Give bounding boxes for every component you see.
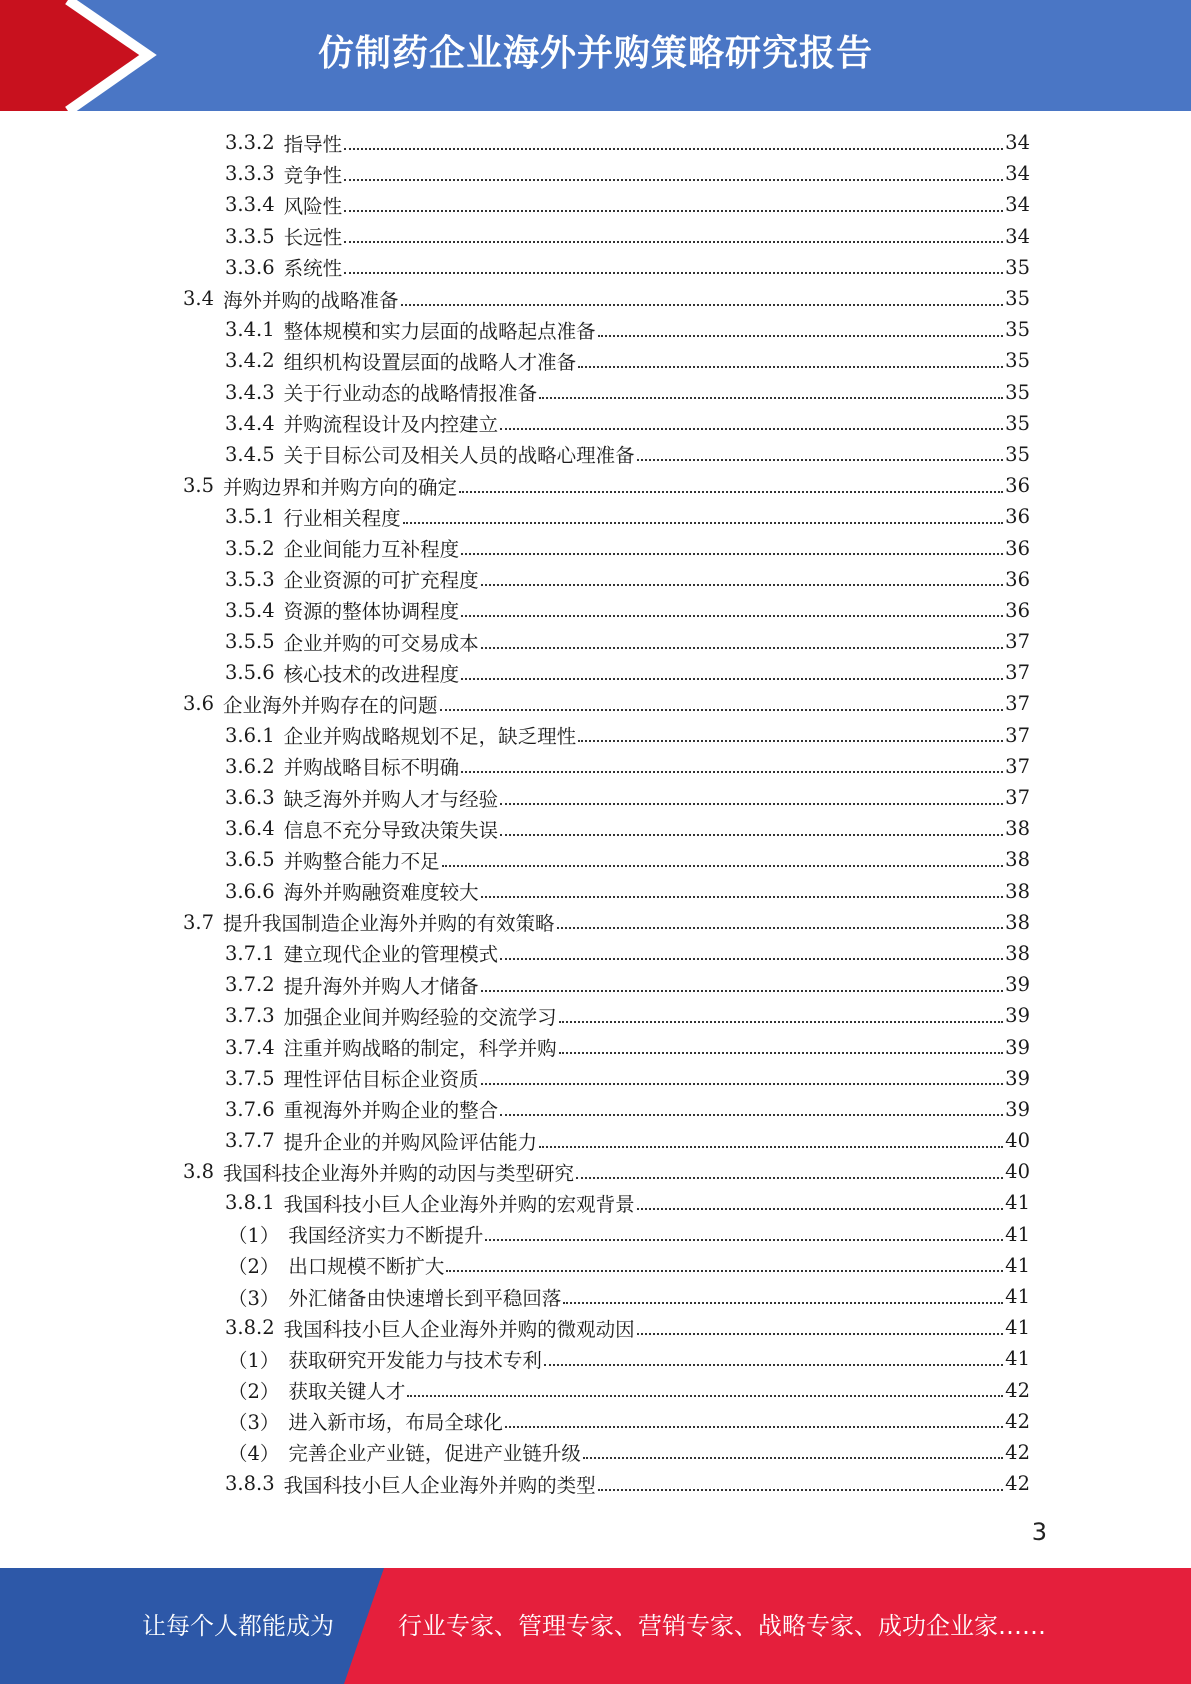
toc-entry-title: 海外并购的战略准备 bbox=[223, 288, 399, 312]
toc-entry[interactable] bbox=[0, 751, 1030, 782]
toc-dot-leader bbox=[637, 459, 1004, 461]
toc-dot-leader bbox=[344, 179, 1003, 181]
toc-entry-title: 资源的整体协调程度 bbox=[283, 600, 460, 624]
toc-dot-leader bbox=[500, 1114, 1003, 1116]
toc-entry-page: 39 bbox=[1005, 1004, 1030, 1028]
toc-entry-number: 3.6.4 bbox=[225, 817, 275, 841]
toc-entry-title: 完善企业产业链，促进产业链升级 bbox=[288, 1442, 581, 1466]
toc-entry-number: 3.7.6 bbox=[225, 1097, 275, 1121]
toc-entry-title: 出口规模不断扩大 bbox=[288, 1255, 445, 1279]
toc-entry-page: 39 bbox=[1005, 1066, 1030, 1090]
toc-entry[interactable] bbox=[0, 720, 1030, 751]
toc-entry-page: 36 bbox=[1005, 598, 1030, 622]
toc-entry[interactable] bbox=[0, 127, 1030, 158]
toc-entry-title: 竞争性 bbox=[283, 163, 343, 187]
toc-entry-number: 3.4.2 bbox=[225, 349, 275, 373]
toc-dot-leader bbox=[442, 865, 1004, 867]
toc-entry-page: 39 bbox=[1005, 973, 1030, 997]
toc-entry-page: 41 bbox=[1005, 1316, 1030, 1340]
toc-entry-page: 37 bbox=[1005, 723, 1030, 747]
toc-entry[interactable] bbox=[0, 1406, 1030, 1437]
toc-dot-leader bbox=[481, 1083, 1004, 1085]
toc-entry-title: 我国经济实力不断提升 bbox=[288, 1224, 484, 1248]
toc-entry-number: 3.6.2 bbox=[225, 754, 275, 778]
toc-entry[interactable] bbox=[0, 1375, 1030, 1406]
toc-dot-leader bbox=[481, 896, 1004, 898]
toc-entry-title: 建立现代企业的管理模式 bbox=[283, 943, 499, 967]
toc-entry-number: 3.3.4 bbox=[225, 193, 275, 217]
toc-entry-number: 3.5.2 bbox=[225, 536, 275, 560]
toc-dot-leader bbox=[598, 335, 1004, 337]
toc-dot-leader bbox=[500, 803, 1003, 805]
footer-slogan-left: 让每个人都能成为 bbox=[142, 1612, 334, 1640]
toc-entry-page: 35 bbox=[1005, 318, 1030, 342]
toc-entry[interactable] bbox=[0, 969, 1030, 1000]
toc-dot-leader bbox=[461, 771, 1003, 773]
toc-entry-title: 关于行业动态的战略情报准备 bbox=[283, 382, 538, 406]
toc-entry-title: 并购战略目标不明确 bbox=[283, 756, 460, 780]
toc-entry-title: 整体规模和实力层面的战略起点准备 bbox=[283, 319, 596, 343]
toc-dot-leader bbox=[344, 272, 1003, 274]
toc-entry-number: （1） bbox=[228, 1224, 280, 1248]
toc-dot-leader bbox=[440, 709, 1004, 711]
toc-entry-page: 41 bbox=[1005, 1222, 1030, 1246]
toc-entry-title: 缺乏海外并购人才与经验 bbox=[283, 787, 499, 811]
toc-entry[interactable] bbox=[0, 1219, 1030, 1250]
toc-entry[interactable] bbox=[0, 501, 1030, 532]
toc-entry-title: 并购流程设计及内控建立 bbox=[283, 413, 499, 437]
toc-entry-number: 3.3.6 bbox=[225, 255, 275, 279]
toc-entry-title: 获取关键人才 bbox=[288, 1380, 406, 1404]
toc-entry-number: 3.5.6 bbox=[225, 661, 275, 685]
toc-entry-number: 3.5.1 bbox=[225, 505, 275, 529]
toc-entry[interactable] bbox=[0, 439, 1030, 470]
page-header bbox=[0, 0, 1191, 111]
page-number: 3 bbox=[1031, 1518, 1047, 1546]
toc-entry-number: 3.7.3 bbox=[225, 1004, 275, 1028]
toc-entry[interactable] bbox=[0, 595, 1030, 626]
toc-entry-number: 3.5.3 bbox=[225, 567, 275, 591]
toc-entry-title: 重视海外并购企业的整合 bbox=[283, 1099, 499, 1123]
toc-entry-title: 理性评估目标企业资质 bbox=[283, 1068, 479, 1092]
toc-entry-page: 38 bbox=[1005, 941, 1030, 965]
toc-entry[interactable] bbox=[0, 1000, 1030, 1031]
toc-dot-leader bbox=[559, 1052, 1004, 1054]
toc-dot-leader bbox=[407, 1395, 1003, 1397]
toc-entry-page: 37 bbox=[1005, 786, 1030, 810]
toc-entry-number: 3.5.4 bbox=[225, 598, 275, 622]
toc-entry-title: 我国科技小巨人企业海外并购的微观动因 bbox=[283, 1317, 635, 1341]
toc-entry-page: 42 bbox=[1005, 1409, 1030, 1433]
toc-entry-title: 行业相关程度 bbox=[283, 506, 401, 530]
toc-entry[interactable] bbox=[0, 189, 1030, 220]
toc-entry-number: 3.8.3 bbox=[225, 1472, 275, 1496]
toc-entry-title: 指导性 bbox=[283, 132, 343, 156]
toc-entry-page: 35 bbox=[1005, 255, 1030, 279]
toc-entry-page: 39 bbox=[1005, 1097, 1030, 1121]
toc-dot-leader bbox=[578, 366, 1003, 368]
toc-entry[interactable] bbox=[0, 408, 1030, 439]
toc-entry-number: 3.7 bbox=[183, 910, 215, 934]
toc-entry-title: 企业并购战略规划不足，缺乏理性 bbox=[283, 725, 577, 749]
toc-dot-leader bbox=[583, 1457, 1003, 1459]
toc-entry-number: 3.4.4 bbox=[225, 411, 275, 435]
toc-entry-page: 38 bbox=[1005, 817, 1030, 841]
toc-entry-title: 核心技术的改进程度 bbox=[283, 662, 460, 686]
toc-dot-leader bbox=[539, 397, 1003, 399]
toc-entry-title: 我国科技小巨人企业海外并购的宏观背景 bbox=[283, 1192, 635, 1216]
toc-entry[interactable] bbox=[0, 1312, 1030, 1343]
toc-entry-page: 40 bbox=[1005, 1160, 1030, 1184]
toc-entry-title: 并购整合能力不足 bbox=[283, 849, 440, 873]
toc-entry-title: 并购边界和并购方向的确定 bbox=[223, 475, 458, 499]
toc-entry-page: 34 bbox=[1005, 162, 1030, 186]
toc-entry-page: 42 bbox=[1005, 1472, 1030, 1496]
toc-entry-title: 企业并购的可交易成本 bbox=[283, 631, 479, 655]
toc-entry-title: 加强企业间并购经验的交流学习 bbox=[283, 1005, 557, 1029]
toc-entry[interactable] bbox=[0, 782, 1030, 813]
toc-entry-page: 38 bbox=[1005, 910, 1030, 934]
toc-entry-title: 组织机构设置层面的战略人才准备 bbox=[283, 350, 577, 374]
toc-entry[interactable] bbox=[0, 564, 1030, 595]
toc-dot-leader bbox=[401, 304, 1004, 306]
toc-entry-number: 3.6 bbox=[183, 692, 215, 716]
toc-dot-leader bbox=[544, 1364, 1003, 1366]
toc-entry-page: 38 bbox=[1005, 848, 1030, 872]
toc-dot-leader bbox=[576, 1177, 1003, 1179]
toc-dot-leader bbox=[485, 1239, 1003, 1241]
toc-entry[interactable] bbox=[0, 252, 1030, 283]
toc-entry-page: 35 bbox=[1005, 349, 1030, 373]
toc-entry[interactable] bbox=[0, 1187, 1030, 1218]
toc-entry-title: 信息不充分导致决策失误 bbox=[283, 818, 499, 842]
toc-dot-leader bbox=[344, 210, 1003, 212]
toc-entry-page: 35 bbox=[1005, 380, 1030, 404]
toc-dot-leader bbox=[637, 1333, 1004, 1335]
toc-entry-page: 36 bbox=[1005, 536, 1030, 560]
toc-entry-title: 进入新市场，布局全球化 bbox=[288, 1411, 503, 1435]
toc-entry[interactable] bbox=[0, 1437, 1030, 1468]
toc-dot-leader bbox=[344, 148, 1003, 150]
toc-entry-number: 3.3.3 bbox=[225, 162, 275, 186]
toc-entry-number: 3.4.1 bbox=[225, 318, 275, 342]
toc-entry[interactable] bbox=[0, 314, 1030, 345]
toc-entry-title: 企业海外并购存在的问题 bbox=[223, 693, 438, 717]
toc-entry[interactable] bbox=[0, 657, 1030, 688]
toc-entry-page: 41 bbox=[1005, 1285, 1030, 1309]
toc-entry-page: 37 bbox=[1005, 754, 1030, 778]
report-title: 仿制药企业海外并购策略研究报告 bbox=[317, 33, 873, 74]
toc-entry-page: 40 bbox=[1005, 1129, 1030, 1153]
toc-entry-title: 关于目标公司及相关人员的战略心理准备 bbox=[283, 444, 635, 468]
toc-entry-page: 35 bbox=[1005, 442, 1030, 466]
toc-entry[interactable] bbox=[0, 1063, 1030, 1094]
toc-entry-page: 34 bbox=[1005, 193, 1030, 217]
toc-entry-page: 39 bbox=[1005, 1035, 1030, 1059]
toc-entry-number: 3.5 bbox=[183, 474, 215, 498]
toc-dot-leader bbox=[461, 553, 1003, 555]
toc-dot-leader bbox=[539, 1146, 1003, 1148]
toc-dot-leader bbox=[461, 615, 1003, 617]
toc-entry-page: 35 bbox=[1005, 287, 1030, 311]
toc-dot-leader bbox=[505, 1426, 1003, 1428]
toc-entry-number: 3.6.3 bbox=[225, 786, 275, 810]
toc-entry-number: 3.6.5 bbox=[225, 848, 275, 872]
toc-entry-page: 41 bbox=[1005, 1191, 1030, 1215]
toc-dot-leader bbox=[559, 1021, 1004, 1023]
toc-dot-leader bbox=[459, 491, 1003, 493]
toc-entry-number: 3.8 bbox=[183, 1160, 215, 1184]
toc-dot-leader bbox=[578, 740, 1003, 742]
toc-entry-title: 长远性 bbox=[283, 226, 343, 250]
toc-entry[interactable] bbox=[0, 907, 1030, 938]
toc-dot-leader bbox=[403, 522, 1004, 524]
toc-entry[interactable] bbox=[0, 1343, 1030, 1374]
toc-entry-page: 38 bbox=[1005, 879, 1030, 903]
toc-entry-page: 34 bbox=[1005, 224, 1030, 248]
toc-entry-number: 3.6.6 bbox=[225, 879, 275, 903]
toc-dot-leader bbox=[344, 241, 1003, 243]
toc-entry-title: 获取研究开发能力与技术专利 bbox=[288, 1348, 542, 1372]
toc-entry-title: 系统性 bbox=[283, 257, 343, 281]
toc-entry[interactable] bbox=[0, 1281, 1030, 1312]
toc-entry[interactable] bbox=[0, 626, 1030, 657]
page-footer bbox=[0, 1568, 1191, 1684]
toc-entry[interactable] bbox=[0, 345, 1030, 376]
toc-entry-page: 42 bbox=[1005, 1440, 1030, 1464]
toc-entry-page: 37 bbox=[1005, 692, 1030, 716]
toc-entry-page: 42 bbox=[1005, 1378, 1030, 1402]
toc-entry[interactable] bbox=[0, 221, 1030, 252]
toc-dot-leader bbox=[563, 1302, 1003, 1304]
toc-entry[interactable] bbox=[0, 532, 1030, 563]
toc-entry-number: 3.4 bbox=[183, 287, 215, 311]
toc-entry-number: （1） bbox=[228, 1348, 280, 1372]
toc-entry[interactable] bbox=[0, 1031, 1030, 1062]
toc-entry-number: （2） bbox=[228, 1380, 280, 1404]
toc-entry-number: 3.4.3 bbox=[225, 380, 275, 404]
toc-entry[interactable] bbox=[0, 1094, 1030, 1125]
toc-entry-number: （3） bbox=[228, 1411, 280, 1435]
toc-entry-title: 海外并购融资难度较大 bbox=[283, 881, 479, 905]
toc-entry[interactable] bbox=[0, 283, 1030, 314]
toc-entry-number: 3.5.5 bbox=[225, 630, 275, 654]
toc-dot-leader bbox=[500, 958, 1003, 960]
toc-entry[interactable] bbox=[0, 1250, 1030, 1281]
toc-entry[interactable] bbox=[0, 1156, 1030, 1187]
toc-entry-page: 37 bbox=[1005, 630, 1030, 654]
toc-entry[interactable] bbox=[0, 938, 1030, 969]
toc-entry-number: 3.7.2 bbox=[225, 973, 275, 997]
toc-entry-number: 3.4.5 bbox=[225, 442, 275, 466]
toc-entry-number: 3.7.7 bbox=[225, 1129, 275, 1153]
toc-entry[interactable] bbox=[0, 813, 1030, 844]
toc-entry[interactable] bbox=[0, 470, 1030, 501]
toc-entry-number: 3.8.2 bbox=[225, 1316, 275, 1340]
toc-entry-title: 风险性 bbox=[283, 194, 343, 218]
toc-entry-title: 提升企业的并购风险评估能力 bbox=[283, 1130, 538, 1154]
toc-dot-leader bbox=[481, 647, 1004, 649]
toc-entry-page: 34 bbox=[1005, 131, 1030, 155]
toc-entry-page: 36 bbox=[1005, 567, 1030, 591]
toc-entry-number: 3.7.4 bbox=[225, 1035, 275, 1059]
toc-entry[interactable] bbox=[0, 158, 1030, 189]
toc-dot-leader bbox=[481, 990, 1004, 992]
toc-entry-number: 3.3.2 bbox=[225, 131, 275, 155]
toc-entry-number: 3.7.5 bbox=[225, 1066, 275, 1090]
toc-entry-number: （4） bbox=[228, 1442, 280, 1466]
toc-entry-title: 企业间能力互补程度 bbox=[283, 538, 460, 562]
toc-entry[interactable] bbox=[0, 688, 1030, 719]
toc-entry-page: 36 bbox=[1005, 474, 1030, 498]
toc-dot-leader bbox=[461, 678, 1003, 680]
toc-entry-number: （2） bbox=[228, 1255, 280, 1279]
toc-dot-leader bbox=[637, 1208, 1004, 1210]
toc-entry-page: 37 bbox=[1005, 661, 1030, 685]
toc-entry[interactable] bbox=[0, 377, 1030, 408]
toc-entry-title: 我国科技企业海外并购的动因与类型研究 bbox=[223, 1161, 575, 1185]
toc-dot-leader bbox=[557, 927, 1004, 929]
toc-dot-leader bbox=[481, 584, 1004, 586]
toc-entry[interactable] bbox=[0, 1468, 1030, 1499]
toc-entry-title: 提升我国制造企业海外并购的有效策略 bbox=[223, 912, 555, 936]
toc-dot-leader bbox=[598, 1489, 1004, 1491]
toc-dot-leader bbox=[446, 1270, 1003, 1272]
toc-entry-number: 3.7.1 bbox=[225, 941, 275, 965]
toc-entry[interactable] bbox=[0, 844, 1030, 875]
footer-slogan-right: 行业专家、管理专家、营销专家、战略专家、成功企业家…… bbox=[398, 1612, 1046, 1640]
toc-entry-page: 41 bbox=[1005, 1347, 1030, 1371]
toc-entry[interactable] bbox=[0, 1125, 1030, 1156]
toc-entry-title: 我国科技小巨人企业海外并购的类型 bbox=[283, 1473, 596, 1497]
table-of-contents bbox=[0, 127, 1191, 1499]
toc-dot-leader bbox=[500, 834, 1003, 836]
toc-dot-leader bbox=[500, 428, 1003, 430]
toc-entry-title: 提升海外并购人才储备 bbox=[283, 974, 479, 998]
toc-entry-title: 外汇储备由快速增长到平稳回落 bbox=[288, 1286, 562, 1310]
toc-entry-title: 企业资源的可扩充程度 bbox=[283, 569, 479, 593]
toc-entry-title: 注重并购战略的制定，科学并购 bbox=[283, 1037, 557, 1061]
toc-entry[interactable] bbox=[0, 876, 1030, 907]
toc-entry-number: （3） bbox=[228, 1286, 280, 1310]
toc-entry-page: 41 bbox=[1005, 1253, 1030, 1277]
toc-entry-page: 36 bbox=[1005, 505, 1030, 529]
toc-entry-number: 3.6.1 bbox=[225, 723, 275, 747]
toc-entry-number: 3.3.5 bbox=[225, 224, 275, 248]
toc-entry-number: 3.8.1 bbox=[225, 1191, 275, 1215]
toc-entry-page: 35 bbox=[1005, 411, 1030, 435]
